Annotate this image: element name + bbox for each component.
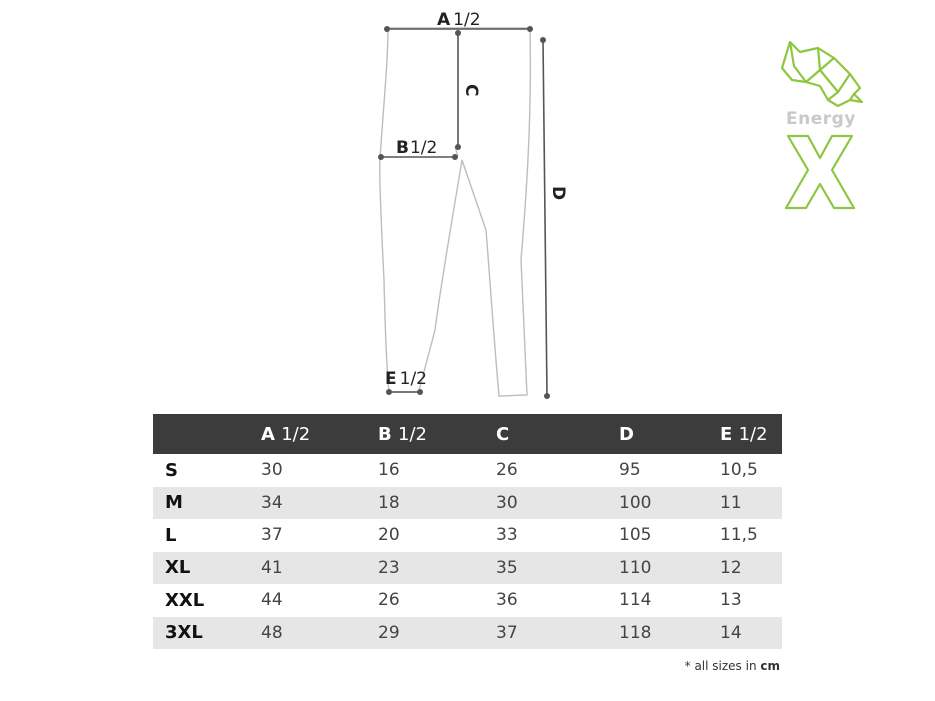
measure-dot [452,154,458,160]
cell-d: 105 [619,525,652,546]
cell-c: 30 [496,487,619,520]
cell-b: 20 [378,525,400,546]
cell-e: 11 [720,487,782,520]
measure-dot [378,154,384,160]
cell-e: 14 [720,617,782,650]
cell-b: 26 [378,590,400,611]
table-row [153,552,782,585]
measure-dot [455,144,461,150]
cell-d: 118 [619,617,720,650]
cell-e: 11,5 [720,525,758,546]
measure-line-d [543,40,547,396]
cell-d: 95 [619,460,641,481]
cell-a: 34 [261,487,378,520]
cell-c: 26 [496,460,518,481]
size-chart-table [153,414,782,649]
cell-b: 16 [378,460,400,481]
cell-c: 33 [496,525,518,546]
measure-dot [386,389,392,395]
footnote-unit: cm [760,659,780,673]
footnote-text: * all sizes in [684,659,761,673]
table-row [153,519,782,552]
table-row [153,487,782,520]
carp-fish-icon [782,42,862,106]
size-label: XL [153,552,261,585]
cell-a: 44 [261,590,283,611]
size-label: XXL [165,589,205,611]
header-size [153,414,261,454]
cell-b: 23 [378,552,496,585]
measure-dot [544,393,550,399]
cell-d: 100 [619,487,720,520]
cell-d: 114 [619,590,652,611]
label-d: D [548,186,568,201]
measure-dot [455,30,461,36]
cell-b: 29 [378,617,496,650]
measure-dot [527,26,533,32]
pants-outline [380,28,531,396]
size-label: M [153,487,261,520]
brand-wordmark: Energy [786,109,856,129]
header-a: A 1/2 [261,414,378,454]
label-b: B1/2 [396,138,438,158]
label-c: C [461,84,481,97]
size-label: 3XL [153,617,261,650]
cell-a: 41 [261,552,378,585]
measure-dot [384,26,390,32]
table-row [153,454,782,487]
table-row [153,584,782,617]
label-e: E 1/2 [385,369,427,389]
table-row [153,617,782,650]
header-c: C [496,414,619,454]
cell-a: 48 [261,617,378,650]
cell-a: 30 [261,460,283,481]
cell-c: 36 [496,590,518,611]
cell-c: 35 [496,552,619,585]
size-label: L [165,524,177,546]
header-e: E 1/2 [720,414,782,454]
label-a: A 1/2 [437,10,481,30]
size-label: S [165,459,178,481]
measure-dot [417,389,423,395]
table-header-row [153,414,782,454]
cell-b: 18 [378,487,496,520]
cell-c: 37 [496,617,619,650]
header-d: D [619,414,720,454]
cell-d: 110 [619,552,720,585]
units-footnote [685,659,780,673]
cell-e: 10,5 [720,460,758,481]
header-b: B 1/2 [378,414,496,454]
measure-dot [540,37,546,43]
cell-e: 13 [720,590,742,611]
cell-e: 12 [720,552,782,585]
x-mark-icon [786,136,854,208]
cell-a: 37 [261,525,283,546]
